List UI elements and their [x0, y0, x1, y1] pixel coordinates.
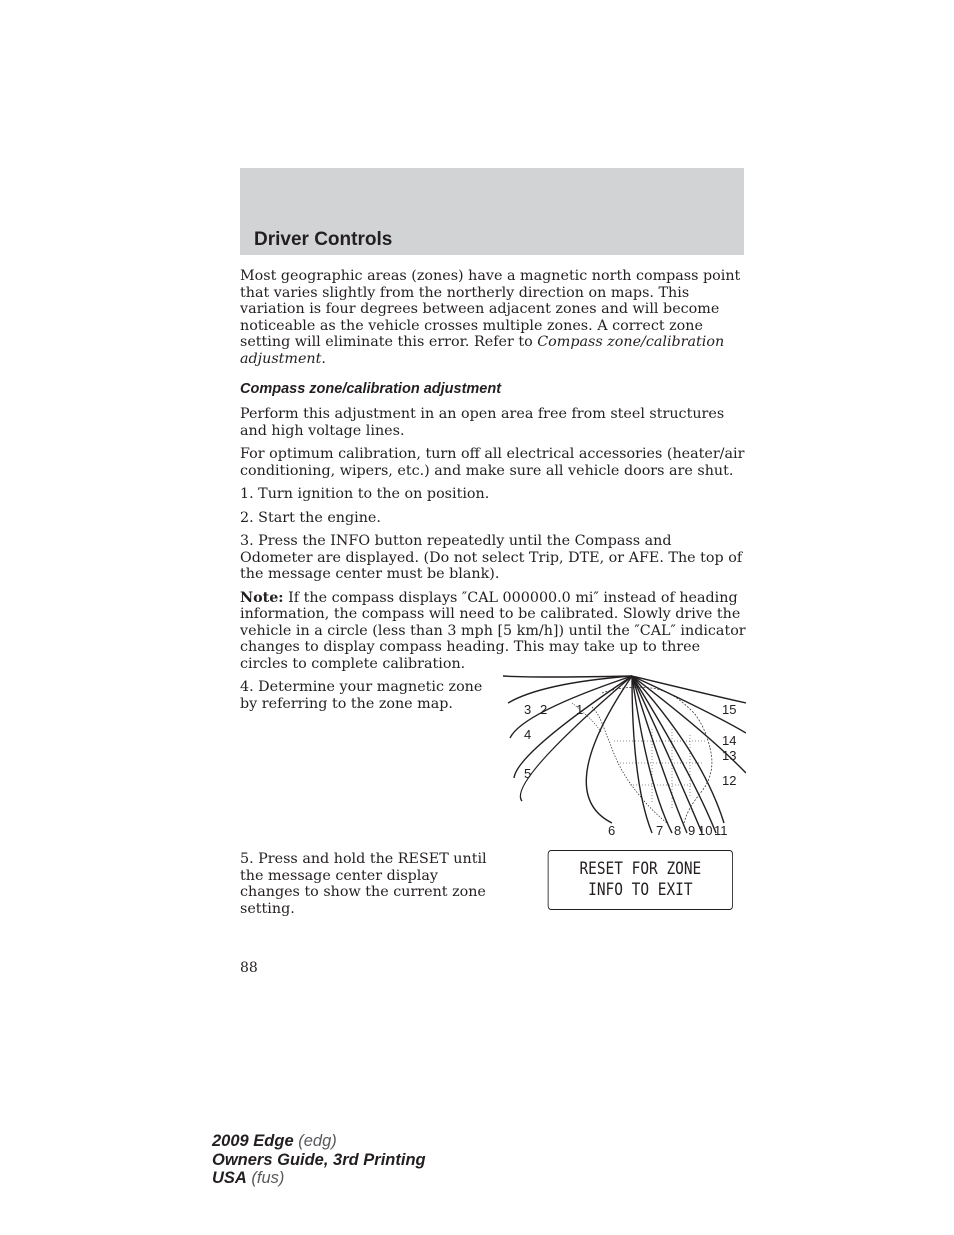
page-content	[240, 268, 746, 917]
page-number: 88	[240, 960, 258, 976]
zone-label-1: 1	[576, 702, 584, 717]
document-footer	[212, 1132, 426, 1188]
intro-paragraph: Most geographic areas (zones) have a magnetic north compass point that varies slightly from the northerly direction on maps. This variation is four degrees between adjacent zones and will become noticeable as the vehicle crosses multiple zones. A correct zone setting will eliminate this error. Refer to Compass zone/calibration adjustment.	[240, 268, 741, 367]
paragraph-accessories: For optimum calibration, turn off all electrical accessories (heater/air conditioning, wipers, etc.) and make sure all vehicle doors are shut.	[240, 446, 745, 479]
zone-label-3: 3	[524, 702, 532, 717]
step-5-row	[240, 851, 746, 917]
zone-label-6: 6	[608, 823, 616, 838]
zone-lines	[503, 676, 746, 833]
footer-line-2: Owners Guide, 3rd Printing	[212, 1150, 426, 1169]
message-center-display	[548, 850, 733, 910]
display-line-1: RESET FOR ZONE	[579, 859, 702, 879]
footer-line-1: 2009 Edge (edg)	[212, 1132, 337, 1150]
zone-label-12: 12	[722, 773, 737, 788]
zone-label-14: 14	[722, 733, 737, 748]
section-title: Driver Controls	[254, 229, 393, 250]
step-2: 2. Start the engine.	[240, 509, 381, 526]
zone-label-5: 5	[524, 766, 532, 781]
zone-label-15: 15	[722, 702, 737, 717]
zone-label-4: 4	[524, 727, 532, 742]
zone-map	[502, 673, 746, 841]
step-3: 3. Press the INFO button repeatedly until the Compass and Odometer are displayed. (Do not select Trip, DTE, or AFE. The top of the message center must be blank).	[240, 533, 743, 582]
step-4-row	[240, 679, 746, 841]
note-label: Note:	[240, 589, 284, 606]
step-1: 1. Turn ignition to the on position.	[240, 486, 490, 502]
step-5: 5. Press and hold the RESET until the message center display changes to show the current zone setting.	[240, 851, 487, 917]
zone-label-13: 13	[722, 748, 737, 763]
zone-label-11: 11	[714, 823, 728, 838]
display-line-2: INFO TO EXIT	[588, 880, 693, 900]
subheading: Compass zone/calibration adjustment	[240, 381, 502, 397]
footer-line-3: USA (fus)	[212, 1169, 285, 1187]
section-header-band	[240, 168, 744, 255]
zone-label-10: 10	[698, 823, 713, 838]
zone-label-9: 9	[688, 823, 696, 838]
paragraph-location: Perform this adjustment in an open area free from steel structures and high voltage lines.	[240, 406, 725, 439]
zone-label-2: 2	[540, 702, 548, 717]
note-paragraph: Note: If the compass displays ″CAL 000000.0 mi″ instead of heading information, the compass will need to be calibrated. Slowly drive the vehicle in a circle (less than 3 mph [5 km/h]) until the ″CAL″ indicator changes to display compass heading. This may take up to three circles to complete calibration.	[240, 589, 746, 672]
zone-label-7: 7	[656, 823, 664, 838]
zone-label-8: 8	[674, 823, 682, 838]
cross-reference: Compass zone/calibration adjustment	[240, 334, 725, 367]
step-4: 4. Determine your magnetic zone by referring to the zone map.	[240, 679, 483, 712]
